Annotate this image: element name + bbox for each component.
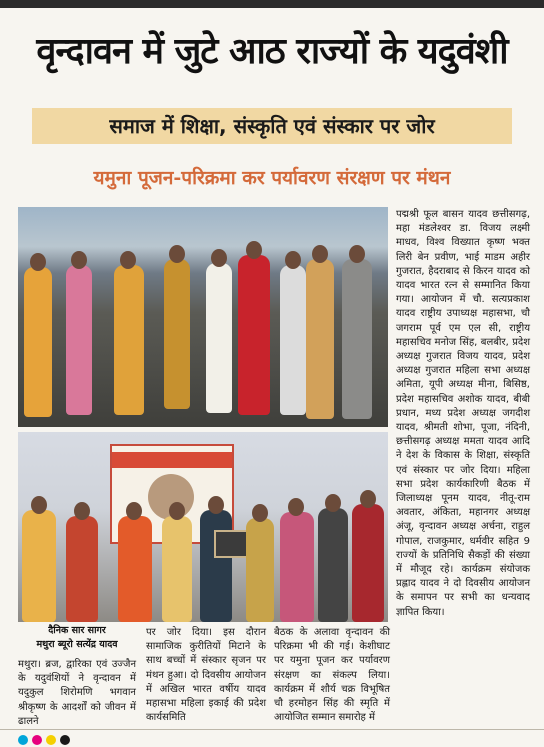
framed-portrait (214, 530, 248, 558)
headline: वृन्दावन में जुटे आठ राज्यों के यदुवंशी (36, 30, 508, 72)
article-column-1: मथुरा। ब्रज, द्वारिका एवं उज्जैन के यदुवंशियों ने वृन्दावन में यदुकुल शिरोमणि भगवान श्रीकृष्ण के आदर्शों को जीवन में ढालने (18, 659, 136, 727)
print-mark-cyan (18, 735, 28, 745)
byline (18, 624, 136, 654)
article-column-3: बैठक के अलावा वृन्दावन की परिक्रमा भी की गई। केशीघाट पर यमुना पूजन कर पर्यावरण संरक्षण का संकल्प लिया। कार्यक्रम में शौर्य चक्र विभूषित चौ हरमोहन सिंह की स्मृति में आयोजित सम्मान समारोह में (274, 627, 390, 724)
byline-publication: दैनिक सार सागर (48, 625, 106, 636)
article-column-2: पर जोर दिया। इस दौरान सामाजिक कुरीतियों मिटाने के साथ बच्चों में संस्कार सृजन पर मंथन हुआ। दो दिवसीय आयोजन में अखिल भारत वर्षीय यादव महासभा महिला इकाई की प्रदेश कार्यसमिति (146, 627, 266, 724)
article-column-right: पद्मश्री फूल बासन यादव छत्तीसगढ़, महा मंडलेश्वर डा. विजय लक्ष्मी माधव, विश्व विख्यात कृष्ण भक्त लिरी बेन प्रवीण, भाई माडम अहीर गुजरात, हैदराबाद से किरन यादव को यादव भारत रत्न से सम्मानित किया गया। आयोजन में चौ. सत्यप्रकाश यादव राष्ट्रीय उपाध्यक्ष महासभा, चौ जगराम पूर्व एम एल सी, राष्ट्रीय महासचिव मनोज सिंह, बलबीर, प्रदेश अध्यक्ष गुजरात विजय यादव, प्रदेश अध्यक्ष गुजरात महिला सभा अध्यक्ष अमिता, यूपी अध्यक्ष मीना, बिसिष्ठ, प्रदेश महासचिव अशोक यादव, बीबी प्रधान, मध्य प्रदेश अध्यक्ष जगदीश यादव, श्रीमती शोभा, पूजा, नंदिनी, छत्तीसगढ़ अध्यक्ष ममता यादव आदि ने देश के विकास के शिक्षा, संस्कृति एवं संस्कार पर जोर दिया। महिला सभा प्रदेश कार्यकारिणी बैठक में जिलाध्यक्ष पूनम यादव, नीतू-राम अवतार, अंकिता, महानगर अध्यक्ष अंजू, वृन्दावन अध्यक्ष अर्चना, राहुल गोपाल, राजकुमार, धर्मवीर सहित 9 राज्यों के प्रतिनिधि सैकड़ों की संख्या में मौजूद रहे। कार्यक्रम संयोजक प्रह्लाद यादव ने दो दिवसीय आयोजन के समापन पर सभी का धन्यवाद ज्ञापित किया। (396, 209, 530, 618)
byline-reporter: मथुरा ब्यूरो सत्येंद्र यादव (36, 639, 118, 650)
print-mark-magenta (32, 735, 42, 745)
photo-mahila-sabha-meeting (18, 432, 388, 622)
print-mark-yellow (46, 735, 56, 745)
strapline: यमुना पूजन-परिक्रमा कर पर्यावरण संरक्षण पर मंथन (93, 167, 451, 189)
subheadline: समाज में शिक्षा, संस्कृति एवं संस्कार पर जोर (32, 108, 512, 144)
bottom-rule (0, 729, 544, 730)
photo-yamuna-ghat-group (18, 207, 388, 427)
print-mark-black (60, 735, 70, 745)
top-rule (0, 0, 544, 8)
